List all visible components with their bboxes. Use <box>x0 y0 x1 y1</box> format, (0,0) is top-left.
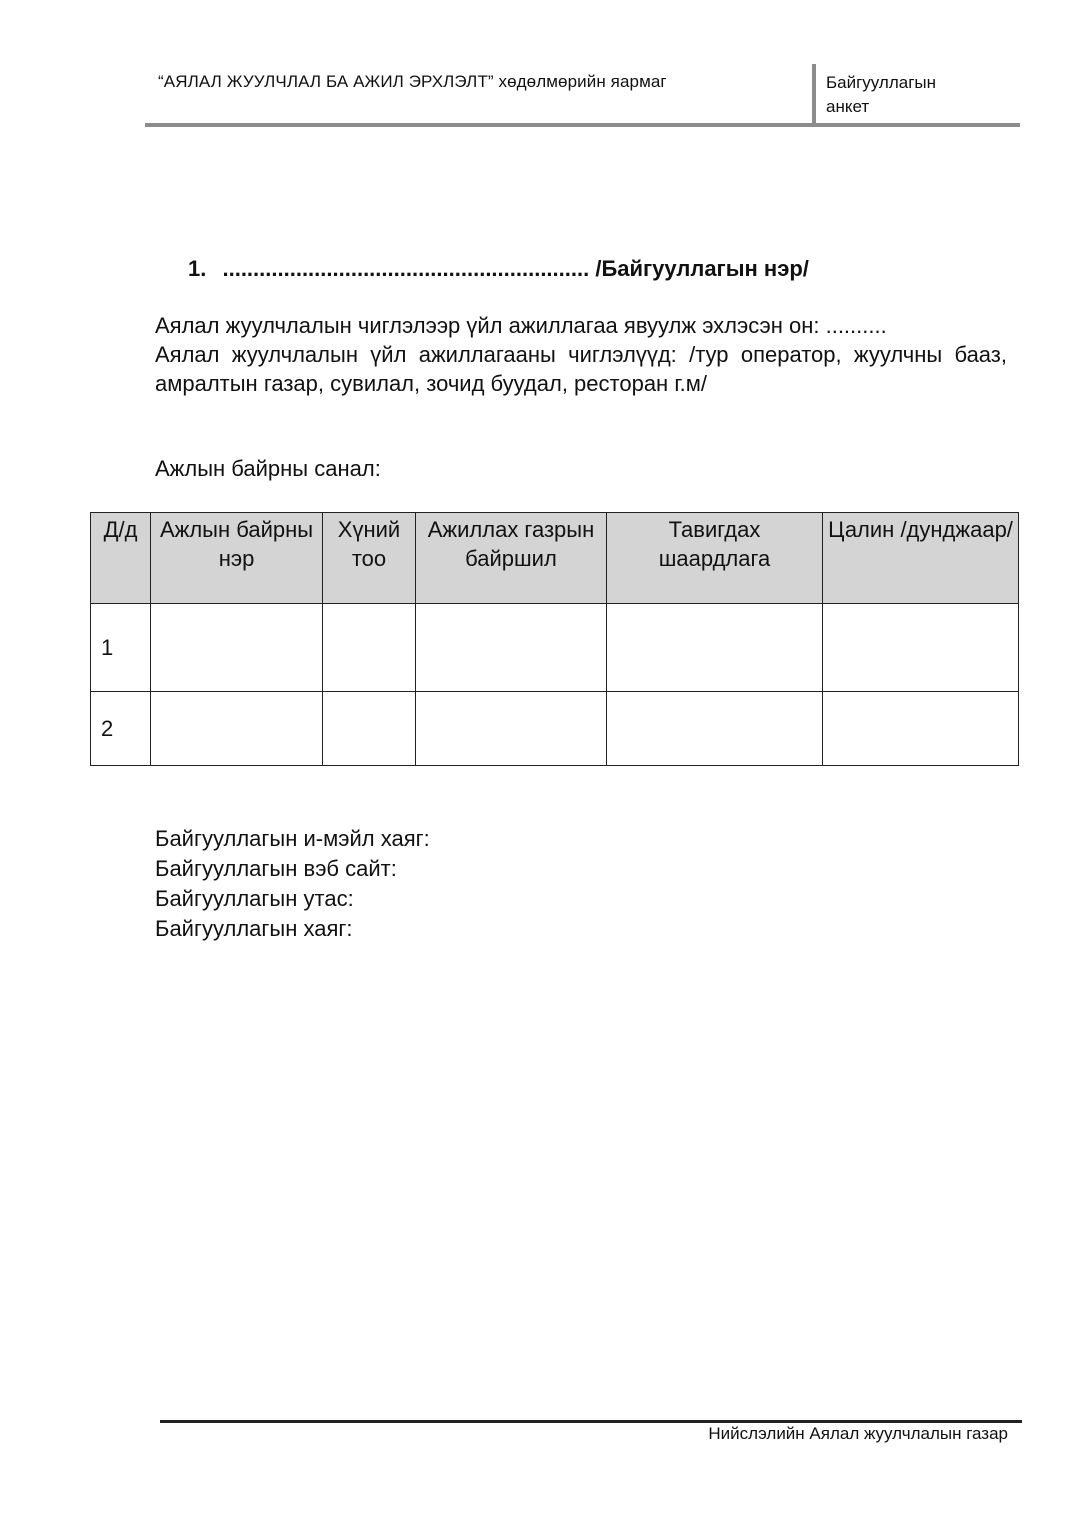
headcount-cell[interactable] <box>323 692 416 766</box>
salary-cell[interactable] <box>823 604 1019 692</box>
table-row <box>91 692 1019 766</box>
header-event-title: “АЯЛАЛ ЖУУЛЧЛАЛ БА АЖИЛ ЭРХЛЭЛТ” хөдөлмөрийн яармаг <box>158 72 667 91</box>
activity-areas-line: Аялал жуулчлалын үйл ажиллагааны чиглэлүүд: /тур оператор, жуулчны бааз, амралтын газар, сувилал, зочид буудал, ресторан г.м/ <box>155 342 1007 396</box>
col-header-number: Д/д <box>91 513 151 604</box>
row-number-cell: 1 <box>91 604 151 692</box>
section-number: 1. <box>188 256 207 281</box>
requirements-cell[interactable] <box>607 604 823 692</box>
job-title-cell[interactable] <box>151 604 323 692</box>
job-offer-label: Ажлын байрны санал: <box>155 456 381 481</box>
header-form-label-line1: Байгууллагын <box>826 73 937 92</box>
header-rule <box>145 123 1020 127</box>
col-header-requirements: Тавигдах шаардлага <box>607 513 823 604</box>
address-label: Байгууллагын хаяг: <box>155 916 353 941</box>
row-number-cell: 2 <box>91 692 151 766</box>
col-header-headcount: Хүний тоо <box>323 513 416 604</box>
footer-organization: Нийслэлийн Аялал жуулчлалын газар <box>708 1424 1008 1443</box>
header-form-label <box>826 71 1006 119</box>
requirements-cell[interactable] <box>607 692 823 766</box>
email-label: Байгууллагын и-мэйл хаяг: <box>155 826 430 851</box>
phone-label: Байгууллагын утас: <box>155 886 354 911</box>
col-header-salary: Цалин /дунджаар/ <box>823 513 1019 604</box>
start-year-line: Аялал жуулчлалын чиглэлээр үйл ажиллагаа явуулж эхлэсэн он: .......... <box>155 313 887 338</box>
table-row <box>91 604 1019 692</box>
job-offer-table <box>90 512 1019 766</box>
location-cell[interactable] <box>416 604 607 692</box>
contact-info-block <box>155 824 430 944</box>
header-form-label-line2: анкет <box>826 97 870 116</box>
col-header-location: Ажиллах газрын байршил <box>416 513 607 604</box>
headcount-cell[interactable] <box>323 604 416 692</box>
website-label: Байгууллагын вэб сайт: <box>155 856 397 881</box>
organization-name-line <box>188 256 809 282</box>
col-header-job-title: Ажлын байрны нэр <box>151 513 323 604</box>
intro-paragraph <box>155 311 1007 398</box>
job-title-cell[interactable] <box>151 692 323 766</box>
header-divider <box>812 64 816 124</box>
organization-name-placeholder: ............................................................ /Байгууллагын нэр/ <box>222 256 809 281</box>
location-cell[interactable] <box>416 692 607 766</box>
table-header-row <box>91 513 1019 604</box>
footer-rule <box>160 1420 1022 1423</box>
salary-cell[interactable] <box>823 692 1019 766</box>
